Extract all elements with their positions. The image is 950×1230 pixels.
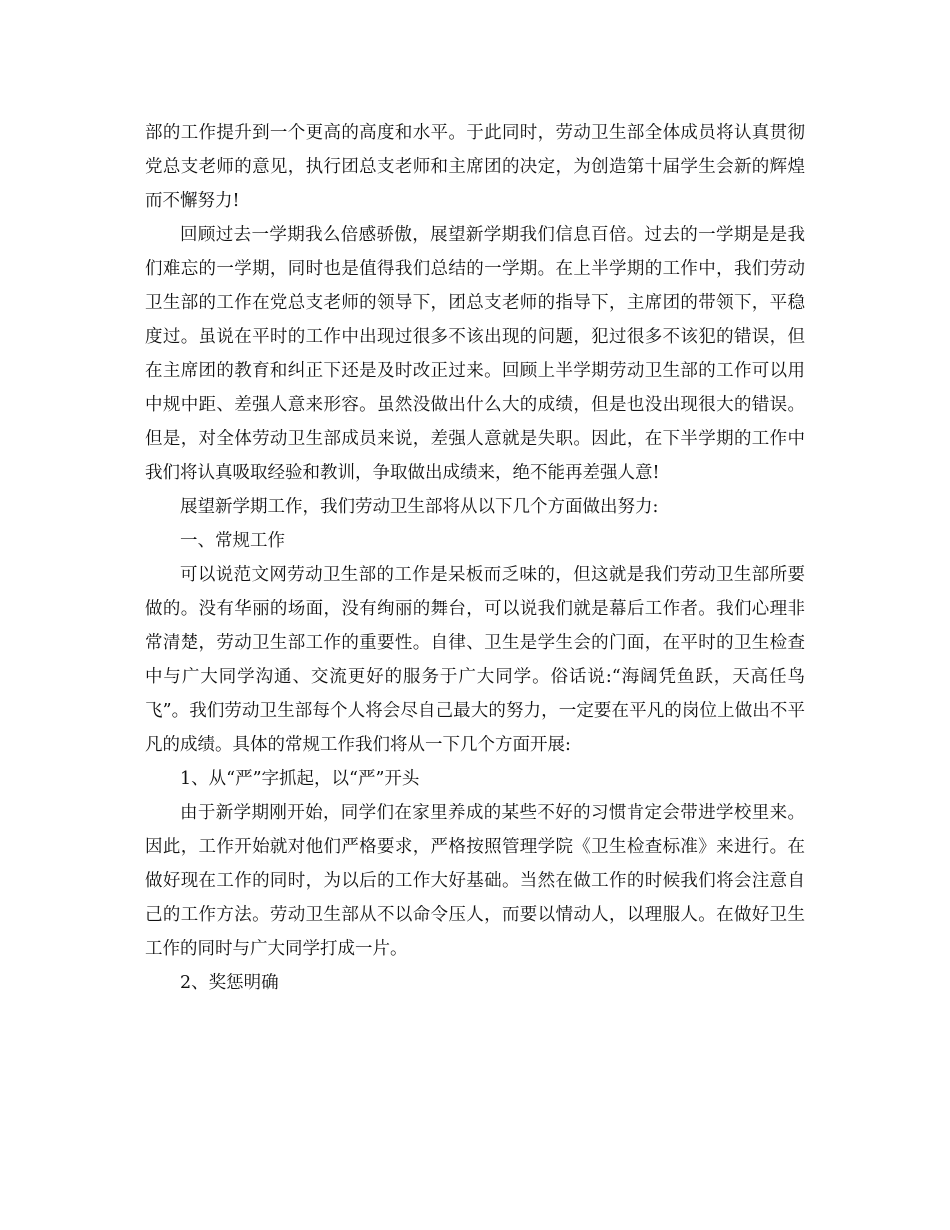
subheading-strictness: 1、从“严”字抓起，以“严”开头 <box>180 769 420 789</box>
paragraph-review: 回顾过去一学期我么倍感骄傲，展望新学期我们信息百倍。过去的一学期是是我们难忘的一学期，同时也是值得我们总结的一学期。在上半学期的工作中，我们劳动卫生部的工作在党总支老师的领导下，团总支老师的指导下，主席团的带领下，平稳度过。虽说在平时的工作中出现过很多不该出现的问题，犯过很多不该犯的错误，但在主席团的教育和纠正下还是及时改正过来。回顾上半学期劳动卫生部的工作可以用中规中距、差强人意来形容。虽然没做出什么大的成绩，但是也没出现很大的错误。但是，对全体劳动卫生部成员来说，差强人意就是失职。因此，在下半学期的工作中我们将认真吸取经验和教训，争取做出成绩来，绝不能再差强人意! <box>145 225 805 483</box>
paragraph-strictness: 由于新学期刚开始，同学们在家里养成的某些不好的习惯肯定会带进学校里来。因此，工作开始就对他们严格要求，严格按照管理学院《卫生检查标准》来进行。在做好现在工作的同时，为以后的工作大好基础。当然在做工作的时候我们将会注意自己的工作方法。劳动卫生部从不以命令压人，而要以情动人，以理服人。在做好卫生工作的同时与广大同学打成一片。 <box>145 803 805 959</box>
paragraph-outlook: 展望新学期工作，我们劳动卫生部将从以下几个方面做出努力: <box>180 497 659 517</box>
paragraph-routine-work: 可以说范文网劳动卫生部的工作是呆板而乏味的，但这就是我们劳动卫生部所要做的。没有华丽的场面，没有绚丽的舞台，可以说我们就是幕后工作者。我们心理非常清楚，劳动卫生部工作的重要性。自律、卫生是学生会的门面，在平时的卫生检查中与广大同学沟通、交流更好的服务于广大同学。俗话说:“海阔凭鱼跃，天高任鸟飞”。我们劳动卫生部每个人将会尽自己最大的努力，一定要在平凡的岗位上做出不平凡的成绩。具体的常规工作我们将从一下几个方面开展: <box>145 565 805 755</box>
paragraph-continuation: 部的工作提升到一个更高的高度和水平。于此同时，劳动卫生部全体成员将认真贯彻党总支老师的意见，执行团总支老师和主席团的决定，为创造第十届学生会新的辉煌而不懈努力! <box>145 123 805 211</box>
document-body <box>145 116 805 1000</box>
subheading-rewards-penalties: 2、奖惩明确 <box>180 973 279 993</box>
section-heading-routine-work: 一、常规工作 <box>180 531 285 551</box>
